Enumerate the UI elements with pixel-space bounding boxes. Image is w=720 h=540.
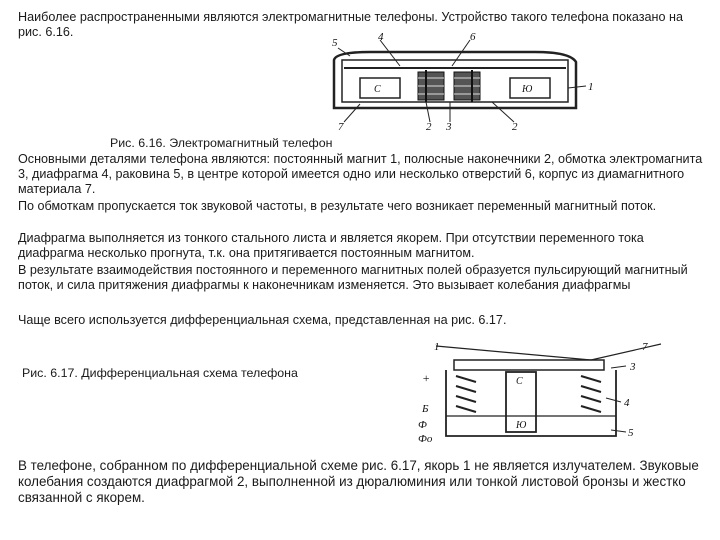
label-3: 3 bbox=[630, 361, 636, 373]
pole-n: Ю bbox=[516, 420, 527, 431]
figure-6-16-caption: Рис. 6.16. Электромагнитный телефон bbox=[110, 136, 333, 150]
intro-paragraph: Наиболее распространенными являются электромагнитные телефоны. Устройство такого телефона показано на рис. 6.16. bbox=[18, 10, 683, 39]
paragraph-5: Чаще всего используется дифференциальная схема, представленная на рис. 6.17. bbox=[18, 313, 507, 327]
label-b: Б bbox=[422, 403, 429, 415]
label-7: 7 bbox=[338, 121, 344, 130]
label-7: 7 bbox=[642, 341, 648, 353]
figure-6-17-differential-diagram bbox=[416, 336, 686, 448]
figure-6-16-telephone-diagram bbox=[330, 30, 630, 130]
paragraph-3: Диафрагма выполняется из тонкого стального листа и является якорем. При отсутствии переменного тока диафрагма несколько прогнута, т.к. она притягивается постоянным магнитом. bbox=[18, 231, 644, 260]
pole-s: С bbox=[374, 84, 381, 95]
label-1: 1 bbox=[588, 81, 594, 93]
label-6: 6 bbox=[470, 31, 476, 43]
label-3: 3 bbox=[446, 121, 452, 130]
paragraph-1: Основными деталями телефона являются: постоянный магнит 1, полюсные наконечники 2, обмотка электромагнита 3, диафрагма 4, раковина 5, в центре которой имеется одно или несколько отверстий 6, корпус из диамагнитного материала 7. bbox=[18, 152, 703, 196]
label-1: 1 bbox=[434, 341, 440, 353]
conclusion-paragraph: В телефоне, собранном по дифференциальной схеме рис. 6.17, якорь 1 не является излучателем. Звуковые колебания создаются диафрагмой 2, выполненной из дюралюминия или тонкой листовой бронзы и жестко связанной с якорем. bbox=[18, 458, 699, 505]
label-2-left: 2 bbox=[426, 121, 432, 130]
label-plus: + bbox=[422, 371, 431, 385]
label-4: 4 bbox=[378, 31, 384, 43]
paragraph-2: По обмоткам пропускается ток звуковой частоты, в результате чего возникает переменный магнитный поток. bbox=[18, 199, 657, 213]
label-2-right: 2 bbox=[512, 121, 518, 130]
label-phi0: Фo bbox=[418, 433, 433, 445]
figure-6-17-caption: Рис. 6.17. Дифференциальная схема телефона bbox=[22, 366, 298, 380]
label-5: 5 bbox=[628, 427, 634, 439]
label-phi: Ф bbox=[418, 419, 427, 431]
pole-n: Ю bbox=[522, 84, 533, 95]
pole-s: С bbox=[516, 376, 523, 387]
label-5: 5 bbox=[332, 37, 338, 49]
label-4: 4 bbox=[624, 397, 630, 409]
paragraph-4: В результате взаимодействия постоянного и переменного магнитных полей образуется пульсирующий магнитный поток, и сила притяжения диафрагмы к наконечникам изменяется. Это вызывает колебания диафрагмы bbox=[18, 263, 688, 292]
